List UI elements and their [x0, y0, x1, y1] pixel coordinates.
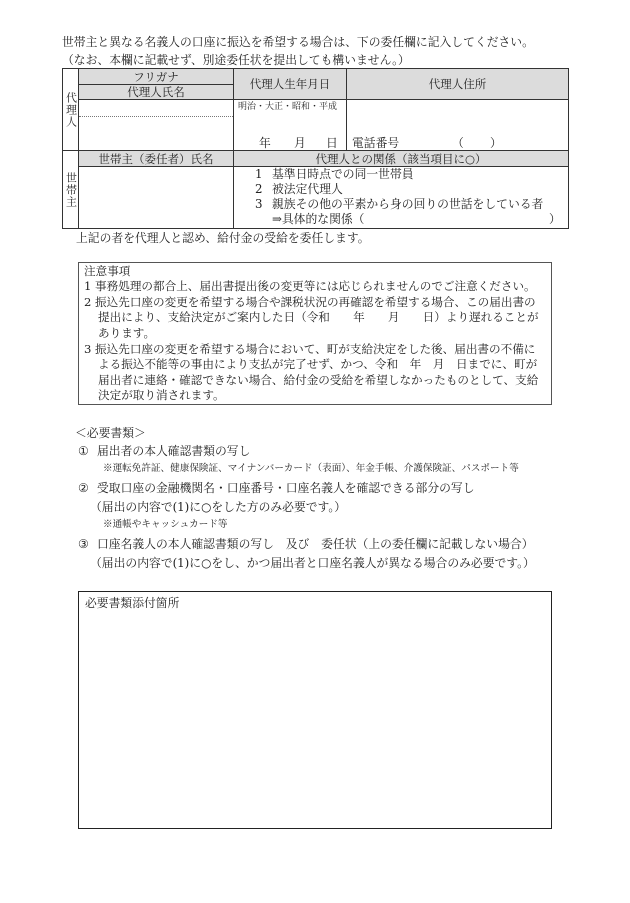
- note-item-3-line: よる振込不能等の事由により支払が完了せず、かつ、令和 年 月 日までに、町が: [98, 357, 538, 371]
- householder-name-header: 世帯主（委任者）氏名: [79, 151, 233, 166]
- required-doc-text: 受取口座の金融機関名・口座番号・口座名義人を確認できる部分の写し: [97, 481, 475, 495]
- table-line-section-divider: [62, 150, 568, 151]
- required-doc-text: 届出者の本人確認書類の写し: [97, 444, 251, 458]
- note-item-2-line: 提出により、支給決定がご案内した日（令和 年 月 日）より遅れることが: [98, 310, 539, 324]
- note-item-1-line: 1 事務処理の都合上、届出書提出後の変更等には応じられませんのでご注意ください。: [84, 279, 536, 293]
- date-day-label: 日: [326, 136, 338, 150]
- table-line-proxy-header-bottom: [78, 99, 568, 100]
- required-doc-number: ①: [78, 444, 89, 458]
- required-doc-note: ※通帳やキャッシュカード等: [103, 519, 228, 530]
- required-doc-text: 口座名義人の本人確認書類の写し 及び 委任状（上の委任欄に記載しない場合）: [97, 537, 534, 551]
- date-year-label: 年: [259, 136, 271, 150]
- relation-text: 親族その他の平素から身の回りの世話をしている者: [272, 197, 544, 211]
- attachment-area: [78, 591, 552, 829]
- specific-relation-close: ）: [549, 212, 561, 226]
- required-doc-condition: （届出の内容で(1)に○をし、かつ届出者と口座名義人が異なる場合のみ必要です。）: [90, 556, 535, 570]
- note-item-3-line: 3 振込先口座の変更を希望する場合において、町が支給決定をした後、届出書の不備に: [84, 342, 536, 356]
- required-doc-number: ②: [78, 481, 89, 495]
- relation-text: 基準日時点での同一世帯員: [272, 167, 414, 181]
- intro-line-2: （なお、本欄に記載せず、別途委任状を提出しても構いません。）: [62, 53, 410, 67]
- phone-label: 電話番号: [352, 136, 400, 150]
- relation-number: 3: [255, 197, 263, 211]
- date-month-label: 月: [294, 136, 306, 150]
- phone-paren-open: （: [452, 136, 464, 150]
- intro-line-1: 世帯主と異なる名義人の口座に振込を希望する場合は、下の委任欄に記入してください。: [62, 35, 534, 49]
- table-line-furigana-divider: [78, 84, 233, 85]
- householder-section-label: [63, 151, 78, 228]
- required-docs-title: ＜必要書類＞: [75, 426, 146, 440]
- note-item-3-line: 決定が取り消されます。: [98, 388, 225, 402]
- proxy-address-header: 代理人住所: [347, 69, 568, 99]
- householder-section-label-text: 世帯主: [64, 171, 78, 208]
- era-options: 明治・大正・昭和・平成: [238, 102, 338, 112]
- note-item-2-line: あります。: [98, 326, 156, 340]
- table-line-name-column: [233, 68, 234, 228]
- note-item-2-line: 2 振込先口座の変更を希望する場合や課税状況の再確認を希望する場合、この届出書の: [84, 295, 536, 309]
- phone-paren-close: ）: [490, 136, 502, 150]
- proxy-section-label: [63, 69, 78, 150]
- delegation-statement: 上記の者を代理人と認め、給付金の受給を委任します。: [76, 231, 370, 245]
- table-line-furigana-entry: [79, 116, 233, 117]
- proxy-name-header: 代理人氏名: [79, 85, 233, 99]
- required-doc-number: ③: [78, 537, 89, 551]
- relation-header: 代理人との関係（該当項目に○）: [234, 151, 568, 166]
- proxy-section-label-text: 代理人: [64, 91, 78, 128]
- note-item-3-line: 届出者に連絡・確認できない場合、給付金の受給を希望しなかったものとして、支給: [98, 373, 539, 387]
- required-doc-condition: （届出の内容で(1)に○をした方のみ必要です。）: [90, 500, 347, 514]
- required-doc-note: ※運転免許証、健康保険証、マイナンバーカード（表面）、年金手帳、介護保険証、パスポート等: [103, 463, 519, 474]
- specific-relation-label: ⇒具体的な関係（: [272, 212, 365, 226]
- notes-title: 注意事項: [84, 264, 131, 278]
- relation-number: 1: [255, 167, 263, 181]
- relation-number: 2: [255, 182, 263, 196]
- attachment-label: 必要書類添付箇所: [85, 596, 180, 610]
- table-line-address-column: [346, 68, 347, 150]
- relation-text: 被法定代理人: [272, 182, 343, 196]
- proxy-furigana-header: フリガナ: [79, 69, 233, 84]
- proxy-birthdate-header: 代理人生年月日: [234, 69, 346, 99]
